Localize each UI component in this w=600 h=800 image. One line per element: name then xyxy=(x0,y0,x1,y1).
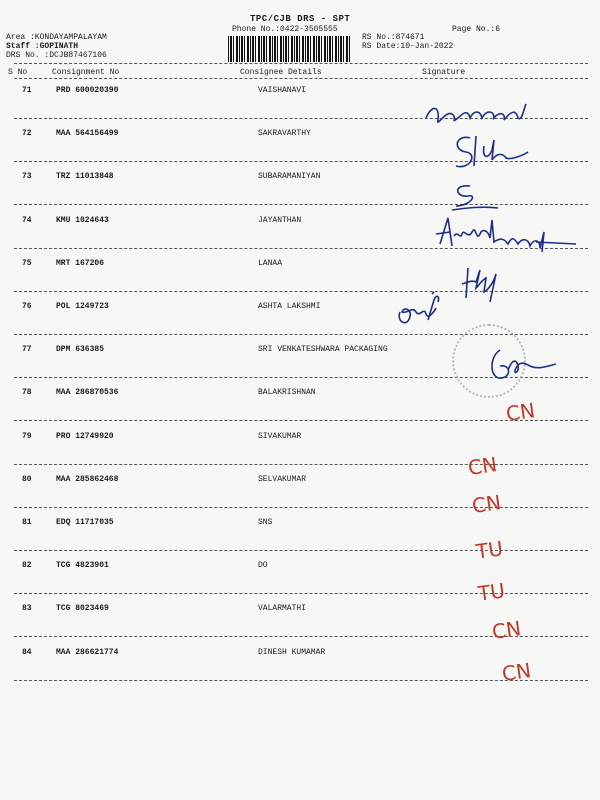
row-divider xyxy=(14,680,588,681)
row-serial-number: 81 xyxy=(22,518,32,527)
col-header-sno: S No xyxy=(8,68,28,77)
col-header-consignee: Consignee Details xyxy=(240,68,322,77)
row-consignee-name: SRI VENKATESHWARA PACKAGING xyxy=(258,345,388,354)
row-consignee-name: SIVAKUMAR xyxy=(258,432,302,441)
row-serial-number: 76 xyxy=(22,302,32,311)
row-consignment-number: TCG 4823901 xyxy=(56,561,109,570)
rs-number: RS No.:874671 xyxy=(362,33,425,42)
row-serial-number: 83 xyxy=(22,604,32,613)
status-mark-84: CN xyxy=(500,658,533,686)
row-consignee-name: ASHTA LAKSHMI xyxy=(258,302,321,311)
row-consignment-number: MRT 167206 xyxy=(56,259,105,268)
row-divider xyxy=(14,464,588,465)
row-consignee-name: LANAA xyxy=(258,259,283,268)
row-consignee-name: DO xyxy=(258,561,268,570)
signature-sri-venkateshwara xyxy=(486,346,566,386)
signature-lanaa xyxy=(458,262,518,302)
row-consignment-number: DPM 636385 xyxy=(56,345,105,354)
row-consignee-name: SAKRAVARTHY xyxy=(258,129,311,138)
row-serial-number: 72 xyxy=(22,129,32,138)
drs-number: DRS No. :DCJB87467106 xyxy=(6,51,107,60)
row-serial-number: 74 xyxy=(22,216,32,225)
row-consignment-number: MAA 286621774 xyxy=(56,648,119,657)
row-serial-number: 79 xyxy=(22,432,32,441)
row-serial-number: 73 xyxy=(22,172,32,181)
header-divider xyxy=(14,63,588,64)
phone-number: Phone No.:0422-3505555 xyxy=(232,25,338,34)
row-serial-number: 84 xyxy=(22,648,32,657)
col-header-signature: Signature xyxy=(422,68,466,77)
status-mark-83: CN xyxy=(490,616,523,644)
row-consignment-number: PRD 600020390 xyxy=(56,86,119,95)
status-mark-82: TU xyxy=(476,578,507,606)
row-serial-number: 80 xyxy=(22,475,32,484)
row-consignment-number: KMU 1024643 xyxy=(56,216,109,225)
status-mark-79: CN xyxy=(466,452,499,480)
row-consignment-number: TCG 8023469 xyxy=(56,604,109,613)
row-consignee-name: VAISHANAVI xyxy=(258,86,307,95)
row-consignment-number: TRZ 11013848 xyxy=(56,172,114,181)
status-mark-80: CN xyxy=(470,490,503,518)
row-consignee-name: SUBARAMANIYAN xyxy=(258,172,321,181)
row-serial-number: 77 xyxy=(22,345,32,354)
row-divider xyxy=(14,507,588,508)
row-consignee-name: BALAKRISHNAN xyxy=(258,388,316,397)
barcode xyxy=(228,36,350,62)
area-label: Area :KONDAYAMPALAYAM xyxy=(6,33,107,42)
row-consignment-number: EDQ 11717035 xyxy=(56,518,114,527)
row-divider xyxy=(14,420,588,421)
signature-vaishanavi xyxy=(420,98,560,128)
row-serial-number: 78 xyxy=(22,388,32,397)
rs-date: RS Date:10-Jan-2022 xyxy=(362,42,454,51)
row-consignment-number: MAA 285862468 xyxy=(56,475,119,484)
col-header-consignment: Consignment No xyxy=(52,68,120,77)
row-serial-number: 82 xyxy=(22,561,32,570)
row-consignee-name: DINESH KUMAMAR xyxy=(258,648,326,657)
signature-sakravarthy xyxy=(446,132,546,172)
row-consignment-number: PRO 12749920 xyxy=(56,432,114,441)
row-consignment-number: MAA 286870536 xyxy=(56,388,119,397)
row-serial-number: 71 xyxy=(22,86,32,95)
row-serial-number: 75 xyxy=(22,259,32,268)
row-consignment-number: POL 1249723 xyxy=(56,302,109,311)
status-mark-81: TU xyxy=(474,536,505,564)
row-consignee-name: SELVAKUMAR xyxy=(258,475,307,484)
document-title: TPC/CJB DRS - SPT xyxy=(250,14,351,24)
signature-jayanthan xyxy=(426,214,586,254)
signature-subaramaniyan xyxy=(448,182,508,218)
row-consignee-name: SNS xyxy=(258,518,273,527)
status-mark-78: CN xyxy=(504,398,537,426)
row-consignment-number: MAA 564156499 xyxy=(56,129,119,138)
staff-label: Staff :GOPINATH xyxy=(6,42,79,51)
row-consignee-name: JAYANTHAN xyxy=(258,216,302,225)
signature-ashta-lakshmi xyxy=(392,290,452,334)
column-divider xyxy=(14,78,588,79)
page-number: Page No.:6 xyxy=(452,25,501,34)
row-consignee-name: VALARMATHI xyxy=(258,604,307,613)
